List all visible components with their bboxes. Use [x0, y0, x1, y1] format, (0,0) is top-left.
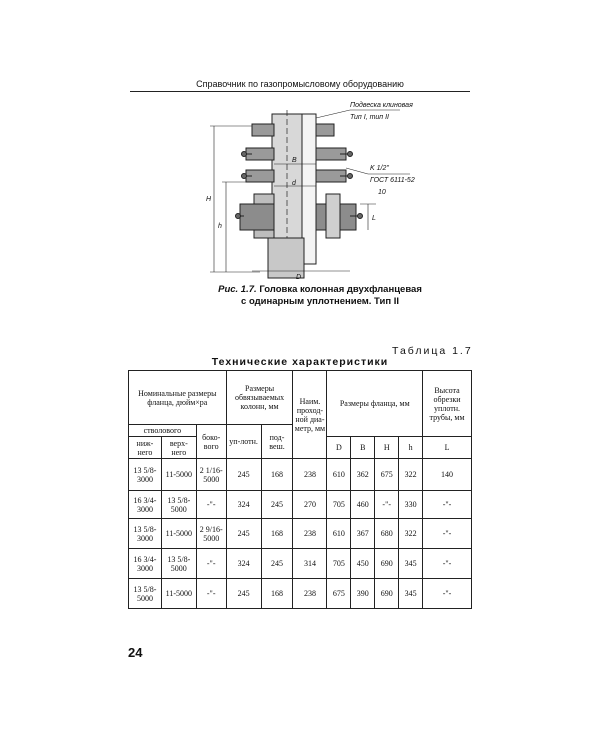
- cell: 11-5000: [161, 579, 196, 609]
- cell: -"-: [196, 491, 226, 519]
- cell: 140: [423, 459, 472, 491]
- header-D: D: [327, 437, 351, 459]
- cell: 245: [261, 491, 293, 519]
- cell: 345: [399, 579, 423, 609]
- cell: 2 9/16-5000: [196, 519, 226, 549]
- cell: 330: [399, 491, 423, 519]
- table-row: [129, 579, 472, 609]
- cell: 460: [351, 491, 375, 519]
- cell: 270: [293, 491, 327, 519]
- cell: 16 3/4-3000: [129, 549, 162, 579]
- label-L: L: [372, 215, 376, 222]
- cell: 675: [375, 459, 399, 491]
- header-lower-col: уп-лотн.: [226, 425, 261, 459]
- cell: 245: [261, 549, 293, 579]
- label-h: h: [218, 223, 222, 230]
- cell: 13 5/8-5000: [161, 491, 196, 519]
- cell: 362: [351, 459, 375, 491]
- label-B: B: [292, 157, 297, 164]
- cell: -"-: [196, 549, 226, 579]
- cell: 450: [351, 549, 375, 579]
- cell: 245: [226, 459, 261, 491]
- header-trunk: стволового: [129, 425, 197, 437]
- cell: 322: [399, 519, 423, 549]
- cell: 345: [399, 549, 423, 579]
- table-label: Таблица 1.7: [392, 345, 473, 357]
- cell: 314: [293, 549, 327, 579]
- cell: 675: [327, 579, 351, 609]
- cell: 238: [293, 519, 327, 549]
- header-h: h: [399, 437, 423, 459]
- cell: 367: [351, 519, 375, 549]
- header-rule: [130, 91, 470, 92]
- cell: 168: [261, 459, 293, 491]
- header-lower: ниж-него: [129, 437, 162, 459]
- label-D: D: [296, 274, 302, 281]
- header-L: L: [423, 437, 472, 459]
- label-gost: ГОСТ 6111-52: [370, 177, 415, 184]
- header-flange: Размеры фланца, мм: [327, 371, 423, 437]
- cell: 245: [226, 579, 261, 609]
- caption-line-2: с одинарным уплотнением. Тип II: [241, 296, 399, 307]
- cell: 11-5000: [161, 519, 196, 549]
- cell: 610: [327, 519, 351, 549]
- wellhead-drawing: [200, 96, 460, 281]
- cell: -"-: [423, 519, 472, 549]
- header-hung-col: под-веш.: [261, 425, 293, 459]
- label-H: H: [206, 196, 212, 203]
- header-bore: Наим. проход-ной диа-метр, мм: [293, 371, 327, 459]
- cell: -"-: [423, 549, 472, 579]
- table-row: [129, 491, 472, 519]
- label-type: Тип I, тип II: [350, 114, 389, 121]
- header-nominal: Номинальные размеры фланца, дюйм×ра: [129, 371, 227, 425]
- cell: 324: [226, 491, 261, 519]
- cell: 322: [399, 459, 423, 491]
- label-ten: 10: [378, 189, 386, 196]
- cell: -"-: [423, 491, 472, 519]
- cell: 11-5000: [161, 459, 196, 491]
- cell: 680: [375, 519, 399, 549]
- cell: 168: [261, 519, 293, 549]
- page-number: 24: [128, 645, 143, 660]
- cell: -"-: [375, 491, 399, 519]
- label-suspension: Подвеска клиновая: [350, 102, 413, 109]
- cell: 13 5/8-3000: [129, 519, 162, 549]
- cell: 13 5/8-5000: [161, 549, 196, 579]
- cell: -"-: [423, 579, 472, 609]
- header-pipe-sizes: Размеры обвязываемых колонн, мм: [226, 371, 293, 425]
- cell: 610: [327, 459, 351, 491]
- header-side: боко-вого: [196, 425, 226, 459]
- figure-caption: [190, 284, 450, 308]
- cell: 705: [327, 549, 351, 579]
- cell: 390: [351, 579, 375, 609]
- cell: 2 1/16-5000: [196, 459, 226, 491]
- cell: 168: [261, 579, 293, 609]
- table-row: [129, 459, 472, 491]
- label-d: d: [292, 180, 296, 187]
- header-B: B: [351, 437, 375, 459]
- caption-number: Рис. 1.7.: [218, 284, 257, 295]
- header-H: H: [375, 437, 399, 459]
- table-row: [129, 519, 472, 549]
- cell: -"-: [196, 579, 226, 609]
- header-cut-height: Высота обрезки уплотн. трубы, мм: [423, 371, 472, 437]
- table-title: Технические характеристики: [211, 356, 389, 368]
- cell: 690: [375, 579, 399, 609]
- cell: 690: [375, 549, 399, 579]
- cell: 16 3/4-3000: [129, 491, 162, 519]
- label-k: K 1/2": [370, 165, 389, 172]
- cell: 245: [226, 519, 261, 549]
- cell: 705: [327, 491, 351, 519]
- caption-line-1: Головка колонная двухфланцевая: [259, 284, 422, 295]
- cell: 13 5/8-5000: [129, 579, 162, 609]
- cell: 238: [293, 579, 327, 609]
- table-row: [129, 549, 472, 579]
- cell: 13 5/8-3000: [129, 459, 162, 491]
- running-header: Справочник по газопромысловому оборудованию: [196, 79, 404, 89]
- cell: 324: [226, 549, 261, 579]
- header-upper: верх-него: [161, 437, 196, 459]
- cell: 238: [293, 459, 327, 491]
- spec-table: [128, 370, 472, 609]
